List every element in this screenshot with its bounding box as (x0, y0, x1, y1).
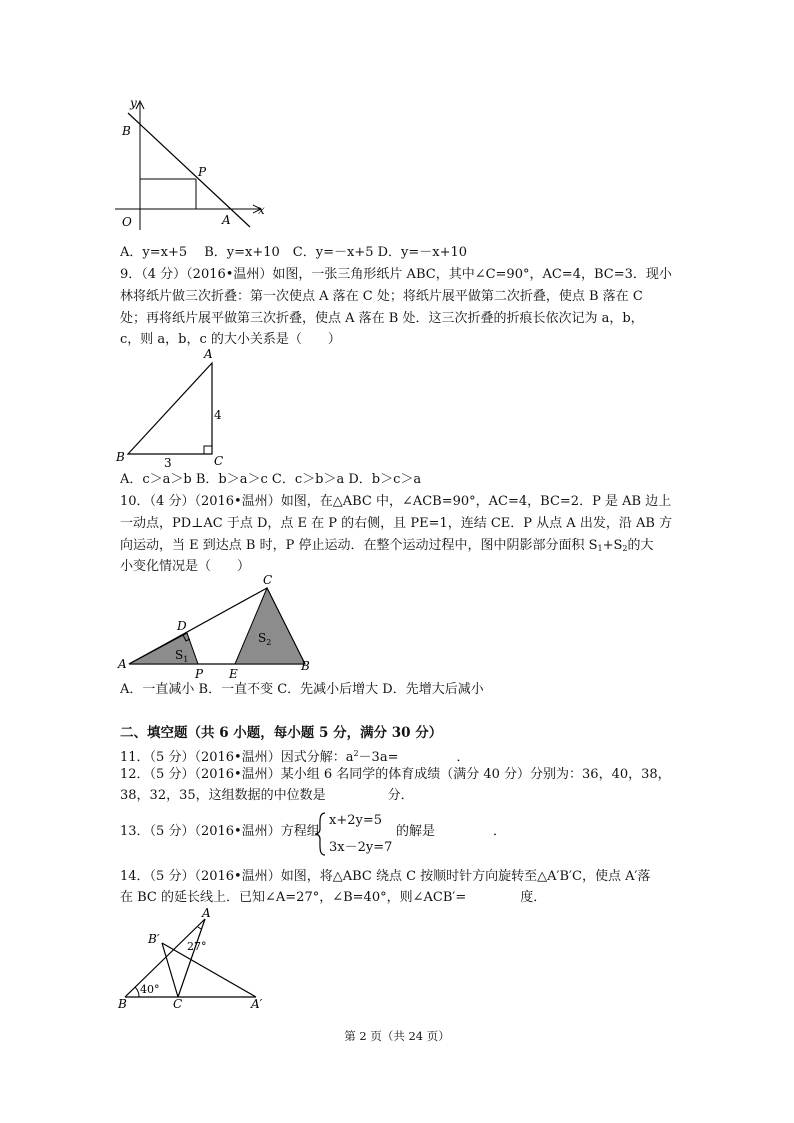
q8-options: A．y=x+5 B．y=x+10 C．y=－x+5 D．y=－x+10 (120, 245, 468, 260)
label-a-prime: A′ (251, 997, 263, 1011)
label-s2-main: S (258, 631, 267, 645)
q10-options: A．一直减小 B．一直不变 C．先减小后增大 D．先增大后减小 (120, 682, 484, 697)
label-a: A (222, 213, 231, 227)
label-x: x (258, 203, 265, 217)
label-b-prime: B′ (148, 932, 160, 946)
label-c: C (263, 573, 273, 587)
figure-q10-shaded-triangle (115, 572, 320, 682)
label-y: y (130, 96, 137, 110)
q12-text-b: 分． (387, 788, 414, 803)
q12-text-a: 38，32，35，这组数据的中位数是 (120, 788, 326, 803)
label-e: E (229, 667, 238, 681)
q11-end: ． (456, 750, 470, 765)
q9-line-2: 林将纸片做三次折叠：第一次使点 A 落在 C 处；将纸片展平做第二次折叠，使点 B 落在 C (120, 289, 643, 304)
q11-text: 11．（5 分）（2016•温州）因式分解：a (120, 750, 354, 765)
right-angle-mark (204, 446, 212, 454)
label-side-3: 3 (164, 456, 172, 470)
label-d: D (177, 619, 187, 633)
figure-q9-right-triangle (110, 345, 240, 473)
q9-options: A．c＞a＞b B．b＞a＞c C．c＞b＞a D．b＞c＞a (120, 472, 422, 487)
q13-equation-2: 3x－2y=7 (329, 840, 393, 855)
label-side-4: 4 (214, 408, 222, 422)
label-a: A (118, 657, 127, 671)
q13-suffix: 的解是 (396, 824, 436, 839)
q11-rest: －3a= (358, 750, 399, 765)
q13-suffix-line (396, 823, 616, 841)
figure-q14-rotation (113, 905, 278, 1015)
label-c: C (214, 454, 224, 468)
page-footer: 第 2 页（共 24 页） (344, 1029, 450, 1043)
label-a: A (202, 906, 211, 920)
q11-line (120, 745, 680, 767)
q13-equation-1: x+2y=5 (329, 813, 383, 828)
label-o: O (122, 215, 132, 229)
label-s1-main: S (175, 648, 184, 662)
q9-line-4: c，则 a，b，c 的大小关系是（ ） (120, 332, 341, 347)
q9-line-1: 9．（4 分）（2016•温州）如图，一张三角形纸片 ABC，其中∠C=90°，AC=4，BC=3．现小 (120, 267, 672, 282)
brace-icon (313, 811, 327, 857)
label-p: P (198, 165, 207, 179)
triangle-abc (128, 363, 212, 454)
q10-line-3-sub-2: 2 (622, 544, 628, 553)
q10-line-3-text-a: 向运动，当 E 到达点 B 时，P 停止运动．在整个运动过程中，图中阴影部分面积 S (120, 538, 598, 553)
label-angle-40: 40° (140, 983, 160, 996)
q11-sup: 2 (353, 749, 359, 758)
line-ab (128, 113, 250, 227)
q10-line-3-sub-1: 1 (597, 544, 603, 553)
q10-line-4: 小变化情况是（ ） (120, 559, 251, 574)
label-angle-27: 27° (187, 940, 207, 953)
label-s2-sub: 2 (266, 638, 272, 647)
q13-end: ． (493, 824, 507, 839)
label-c: C (173, 997, 183, 1011)
q14-text-b: 度． (520, 890, 547, 905)
q12-line-2 (120, 787, 680, 805)
q13-prefix: 13．（5 分）（2016•温州）方程组 (120, 824, 320, 839)
q10-line-2: 一动点，PD⊥AC 于点 D，点 E 在 P 的右侧，且 PE=1，连结 CE．P 从点 A 出发，沿 AB 方 (120, 516, 673, 531)
section-2-heading: 二、填空题（共 6 小题，每小题 5 分，满分 30 分） (120, 725, 443, 741)
label-b: B (122, 124, 131, 138)
label-b: B (116, 450, 125, 464)
q14-line-1: 14．（5 分）（2016•温州）如图，将△ABC 绕点 C 按顺时针方向旋转至△A′B′C，使点 A′落 (120, 869, 651, 884)
q10-line-3-text-c: 的大 (627, 538, 654, 553)
angle-arc-b (135, 987, 139, 997)
figure-q8-coordinate-graph (110, 95, 275, 235)
label-b: B (118, 997, 127, 1011)
label-b: B (301, 659, 310, 673)
q12-line-1: 12．（5 分）（2016•温州）某小组 6 名同学的体育成绩（满分 40 分）分别为：36，40，38， (120, 767, 671, 782)
label-s1-sub: 1 (183, 655, 189, 664)
q10-line-3-text-b: +S (602, 538, 623, 553)
q14-text-a: 在 BC 的延长线上．已知∠A=27°，∠B=40°，则∠ACB′= (120, 890, 467, 905)
q10-line-1: 10．（4 分）（2016•温州）如图，在△ABC 中，∠ACB=90°，AC=4，BC=2．P 是 AB 边上 (120, 494, 672, 509)
q10-line-3 (120, 537, 680, 558)
label-a: A (204, 347, 213, 361)
q9-line-3: 处；再将纸片展平做第三次折叠，使点 A 落在 B 处．这三次折叠的折痕长依次记为 a，b， (120, 311, 644, 326)
segment-ba (125, 919, 205, 997)
segment-ac (178, 919, 205, 997)
label-p: P (195, 667, 204, 681)
